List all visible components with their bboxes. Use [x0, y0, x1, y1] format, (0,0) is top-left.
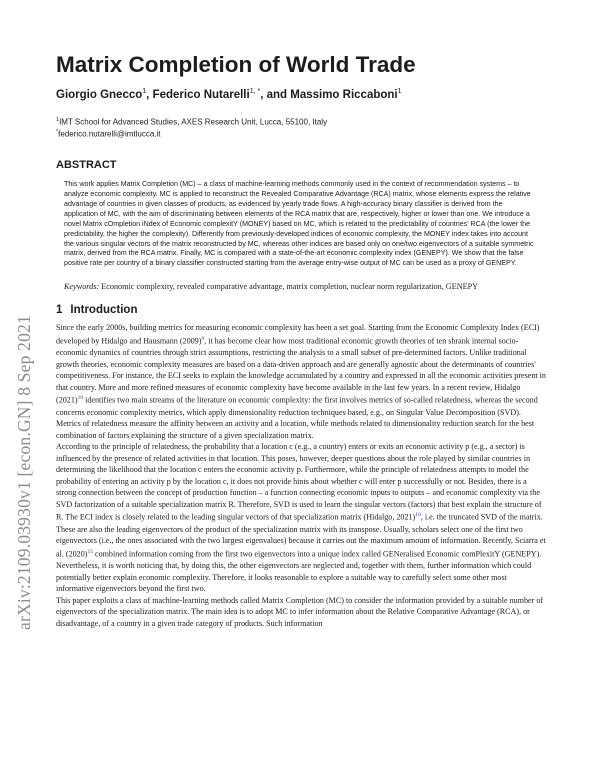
author-list: Giorgio Gnecco$^1$, Federico Nutarelli$^{1, *}$, and Massimo Riccaboni$^1$ [56, 88, 402, 101]
author-name: Federico Nutarelli [152, 88, 250, 101]
section-number: 1 [56, 304, 63, 317]
intro-paragraph-3: This paper exploits a class of machine-learning methods called Matrix Completion (MC) to consider the information provided by a suitable number of eigenvectors of the specialization matrix. The main idea is to adopt MC to infer information about the Relative Comparative Advantage (RCA), or disadvantage, of a country in a given trade category of products. Such information [56, 595, 544, 628]
paper-content [56, 52, 546, 629]
email-link[interactable]: federico.nutarelli@imtlucca.it [58, 130, 161, 140]
affiliation-text: IMT School for Advanced Studies, AXES Research Unit, Lucca, 55100, Italy [59, 117, 328, 127]
keywords-line [64, 282, 546, 291]
citation-link[interactable]: 9 [201, 335, 205, 342]
paragraph-text: combined information coming from the first two eigenvectors into a unique index called GENeralised Economic comPlexitY (GENEPY). Nevertheless, it is worth noticing that, by doing this, the other eigenvectors are neglected and, together with them, further information which could potentially better explain economic complexity. Therefore, it looks reasonable to explore a suitable way to carefully select some other most informative eigenvectors beyond the first two. [56, 549, 542, 594]
affiliation-mark: 1 [56, 116, 60, 123]
paragraph-text: , i.e. the truncated SVD of the matrix. These are also the leading eigenvectors of the product of the specialization matrix with its transpose. Usually, scholars select one of the first two eigenvectors (i.e., the ones associated with the two largest eigenvalues) because it carries out the maximum amount of information. Recently, Sciarra et al. (2020) [56, 513, 546, 559]
abstract-text: This work applies Matrix Completion (MC) – a class of machine-learning methods commonly used in the context of recommendation systems – to analyze economic complexity. MC is applied to reconstruct the Revealed Comparative Advantage (RCA) matrix, whose elements express the relative advantage of countries in given classes of products, as evidenced by yearly trade flows. A high-accuracy binary classifier is derived from the application of MC, with the aim of discriminating between elements of the RCA matrix that are, respectively, higher or lower than one. We introduce a novel Matrix cOmpletion iNdex of Economic complexitY (MONEY) based on MC, which is related to the predictability of countries' RCA (the lower the predictability, the higher the complexity). Differently from previously-developed indices of economic complexity, the MONEY index takes into account the various singular vectors of the matrix reconstructed by MC, whereas other indices are based only on one/two eigenvectors of a suitable symmetric matrix, derived from the RCA matrix. Finally, MC is compared with a state-of-the-art economic complexity index (GENEPY). We show that the false positive rate per country of a binary classifier constructed starting from the average entry-wise output of MC can be used as a proxy of GENEPY. [64, 180, 534, 268]
affiliation [56, 115, 546, 128]
citation-link[interactable]: 15 [87, 548, 93, 555]
intro-paragraph-2 [56, 441, 546, 594]
citation-link[interactable]: 10 [77, 395, 84, 402]
corresponding-email [56, 127, 546, 140]
email-mark: * [56, 129, 59, 136]
paragraph-text: identifies two main streams of the literature on economic complexity: the first involves metrics of so-called relatedness, whereas the second concerns economic complexity metrics, which apply dimensionality reduction techniques based, e.g., on Singular Value Decomposition (SVD). Metrics of relatedness measure the affinity between an activity and a location, while methods related to dimensionality reduction search for the best combination of factors explaining the structure of a given specialization matrix. [56, 395, 538, 440]
arxiv-identifier[interactable]: arXiv:2109.03930v1 [econ.GN] 8 Sep 2021 [14, 315, 34, 630]
intro-paragraph-1 [56, 322, 546, 441]
section-title: Introduction [70, 304, 138, 317]
author-name: , and Massimo Riccaboni [260, 88, 398, 101]
paragraph-text: Since the early 2000s, building metrics for measuring economic complexity has been a set goal. Starting from the Economic Complexity Index (ECI) developed by Hidalgo and Hausmann (2009) [56, 323, 540, 346]
author-affiliation-mark: 1 [142, 88, 147, 95]
paragraph-text: , it has become clear how most traditional economic growth theories of ten shrank internal socio-economic dynamics of countries through strict assumptions, restricting the analysis to a small subset of pre-determined factors. Unlike traditional growth theories, economic complexity measures are based on a data-driven approach and are generally agnostic about the determinants of countries' competitiveness. For instance, the ECI seeks to explain the knowledge accumulated by a country and expressed in all the economic activities present in that country. More and more refined measures of economic complexity have become available in the last few years. In a recent review, Hidalgo (2021) [56, 336, 546, 405]
paragraph-text: According to the principle of relatedness, the probability that a location c (e.g., a country) enters or exits an economic activity p (e.g., a sector) is influenced by the presence of related activities in that location. This poses, however, deeper questions about the role played by similar countries in determining the likelihood that the location c enters the economic activity p. Furthermore, while the principle of relatedness attempts to model the probability of entering an activity p by the location c, it does not provide hints about whether c will enter p successfully or not. Besides, there is a strong connection between the concept of production function – a function connecting economic inputs to outputs – and economic complexity via the SVD factorization of a suitable specialization matrix R. Therefore, SVD is used to learn the singular vectors (factors) that best explain the structure of R. The ECI index is closely related to the leading singular vectors of that specialization matrix (Hidalgo, 2021) [56, 442, 542, 523]
author-affiliation-mark: 1 [397, 88, 402, 95]
keywords-label: Keywords: [64, 282, 100, 292]
keywords-text: Economic complexity, revealed comparative advantage, matrix completion, nuclear norm regularization, GENEPY [99, 282, 479, 292]
author-name: Giorgio Gnecco [56, 88, 143, 101]
paper-title: Matrix Completion of World Trade [56, 52, 416, 77]
abstract-heading: ABSTRACT [56, 159, 117, 172]
section-heading [56, 304, 546, 316]
author-affiliation-mark: 1, * [249, 88, 261, 95]
citation-link[interactable]: 10 [415, 512, 421, 519]
